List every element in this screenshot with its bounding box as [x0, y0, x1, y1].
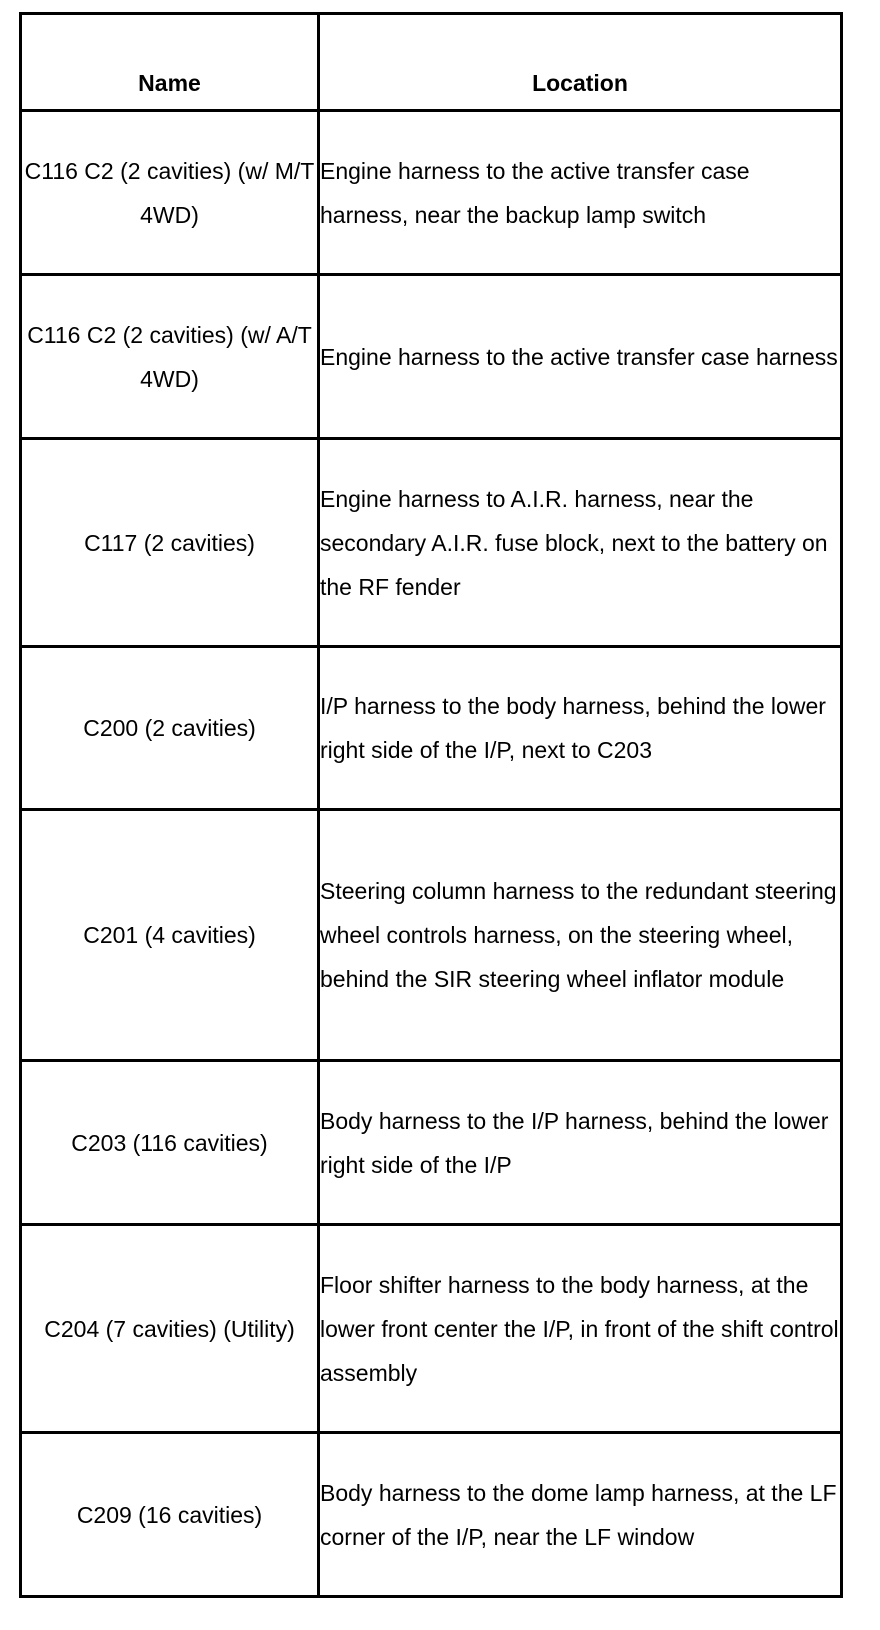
connector-name: C204 (7 cavities) (Utility) [21, 1225, 319, 1433]
table-row [21, 1225, 842, 1433]
table-row [21, 810, 842, 1061]
connector-location: Engine harness to the active transfer case harness, near the backup lamp switch [319, 111, 842, 275]
connector-name: C116 C2 (2 cavities) (w/ A/T 4WD) [21, 275, 319, 439]
connector-location-table [19, 12, 843, 1598]
table-row [21, 275, 842, 439]
connector-name: C200 (2 cavities) [21, 647, 319, 810]
connector-location: I/P harness to the body harness, behind the lower right side of the I/P, next to C203 [319, 647, 842, 810]
table-row [21, 647, 842, 810]
connector-name: C117 (2 cavities) [21, 439, 319, 647]
connector-name: C201 (4 cavities) [21, 810, 319, 1061]
connector-name: C203 (116 cavities) [21, 1061, 319, 1225]
table-row [21, 111, 842, 275]
connector-name: C116 C2 (2 cavities) (w/ M/T 4WD) [21, 111, 319, 275]
connector-name: C209 (16 cavities) [21, 1433, 319, 1597]
table-row [21, 1433, 842, 1597]
connector-location: Body harness to the dome lamp harness, at the LF corner of the I/P, near the LF window [319, 1433, 842, 1597]
name-column-header: Name [21, 14, 319, 111]
table-row [21, 1061, 842, 1225]
header-row [21, 14, 842, 111]
connector-location: Engine harness to the active transfer case harness [319, 275, 842, 439]
connector-location: Body harness to the I/P harness, behind the lower right side of the I/P [319, 1061, 842, 1225]
connector-location: Steering column harness to the redundant steering wheel controls harness, on the steering wheel, behind the SIR steering wheel inflator module [319, 810, 842, 1061]
location-column-header: Location [319, 14, 842, 111]
connector-location: Engine harness to A.I.R. harness, near the secondary A.I.R. fuse block, next to the battery on the RF fender [319, 439, 842, 647]
table-row [21, 439, 842, 647]
connector-location: Floor shifter harness to the body harness, at the lower front center the I/P, in front of the shift control assembly [319, 1225, 842, 1433]
